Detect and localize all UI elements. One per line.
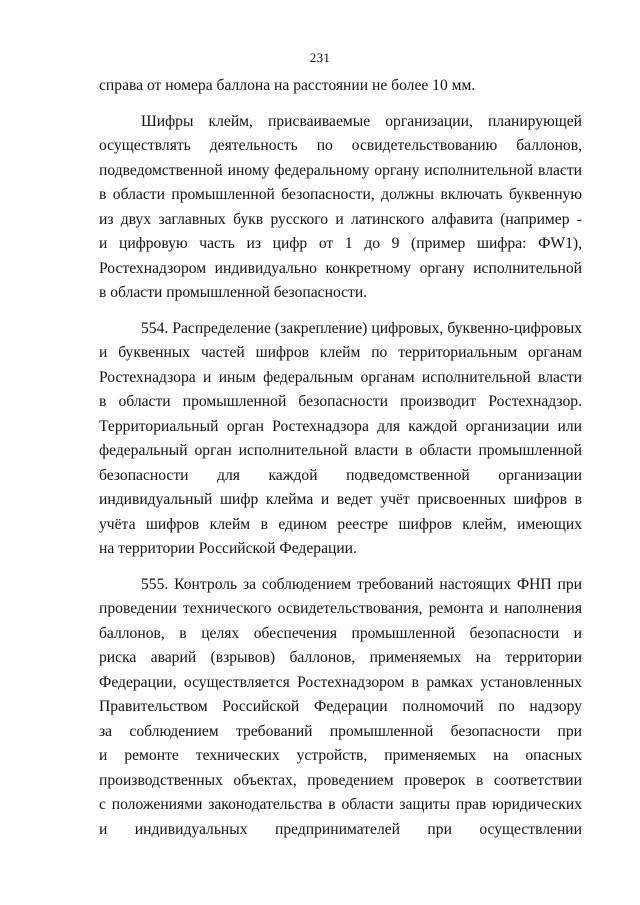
text-line: проведении технического освидетельствования, ремонта и наполнения [99,600,582,617]
text-line: и индивидуальных предпринимателей при осуществлении [99,820,582,838]
text-line: индивидуальный шифр клейма и ведет учёт присвоенных шифров в [99,491,582,508]
paragraph-gap [99,306,582,317]
text-line: в области промышленной безопасности производит Ростехнадзор. [99,393,582,410]
text-line: Федерации, осуществляется Ростехнадзором в рамках установленных [99,673,582,691]
text-line: на территории Российской Федерации. [99,540,357,557]
document-body [99,74,582,842]
text-line: учёта шифров клейм в едином реестре шифров клейм, имеющих [99,515,582,533]
text-line: и буквенных частей шифров клейм по территориальным органам [99,344,582,361]
text-line: 554. Распределение (закрепление) цифровых, буквенно-цифровых [141,319,582,337]
text-line: баллонов, в целях обеспечения промышленной безопасности и [99,624,582,642]
text-line: осуществлять деятельность по освидетельствованию баллонов, [99,137,582,154]
paragraph-gap [99,99,582,110]
text-line: и ремонте технических устройств, применяемых на опасных [99,747,582,764]
text-line: в области промышленной безопасности, должны включать буквенную [99,186,582,203]
text-line: из двух заглавных букв русского и латинского алфавита (например - [99,210,582,228]
text-line: за соблюдением требований промышленной безопасности при [99,722,582,740]
text-line: и цифровую часть из цифр от 1 до 9 (пример шифра: ФW1), [99,235,582,252]
text-line: с положениями законодательства в области защиты прав юридических [99,796,582,813]
text-line: риска аварий (взрывов) баллонов, применяемых на территории [99,649,582,666]
text-line: федеральный орган исполнительной власти в области промышленной [99,442,582,459]
text-line: безопасности для каждой подведомственной организации [99,466,582,484]
text-line: Территориальный орган Ростехнадзора для каждой организации или [99,417,582,435]
text-line: Шифры клейм, присваиваемые организации, планирующей [141,112,582,130]
text-line: Ростехнадзором индивидуально конкретному органу исполнительной [99,259,582,277]
text-line: производственных объектах, проведением проверок в соответствии [99,771,582,789]
text-line: справа от номера баллона на расстоянии не более 10 мм. [99,77,476,94]
text-line: 555. Контроль за соблюдением требований настоящих ФНП при [141,575,582,593]
text-line: Правительством Российской Федерации полномочий по надзору [99,698,582,715]
text-line: подведомственной иному федеральному органу исполнительной власти [99,161,582,179]
text-line: Ростехнадзора и иным федеральным органам исполнительной власти [99,368,582,386]
paragraph-gap [99,562,582,573]
text-line: в области промышленной безопасности. [99,284,368,301]
page-number: 231 [309,50,331,65]
